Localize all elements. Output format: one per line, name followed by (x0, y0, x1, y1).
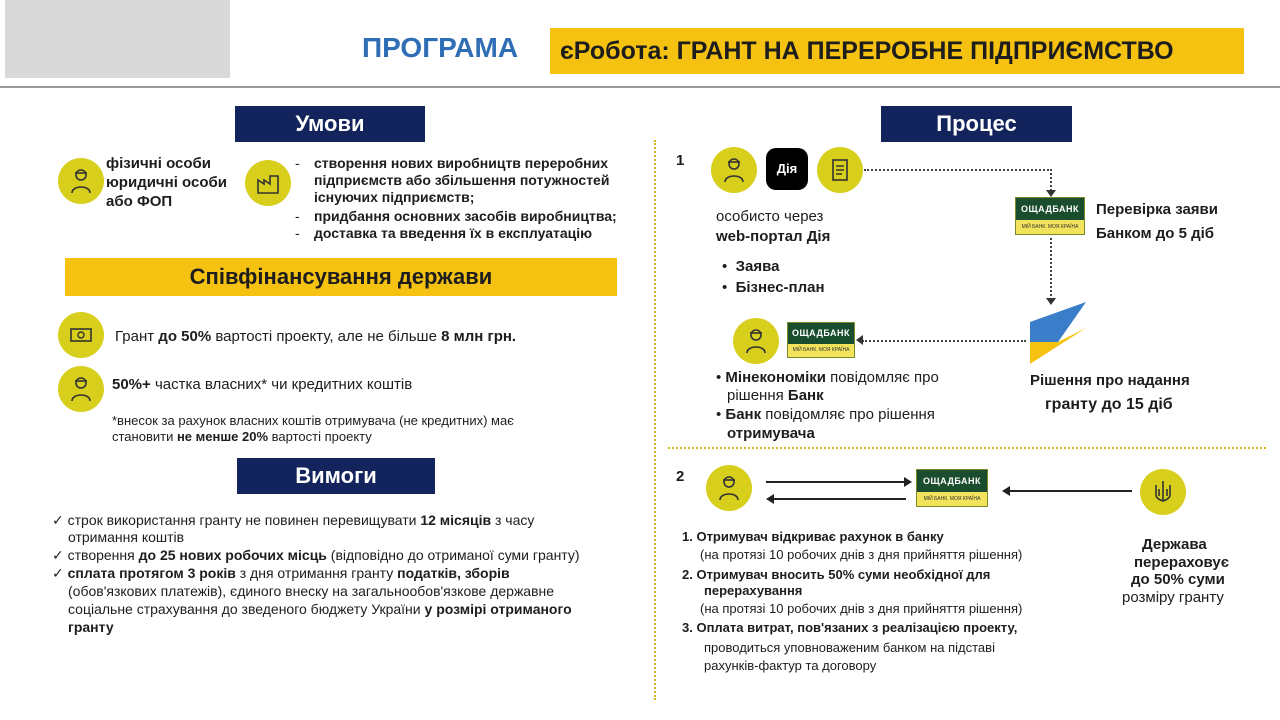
decision-line-1: Рішення про надання (1030, 372, 1190, 389)
step2-item-2-note: (на протязі 10 робочих днів з дня прийняття рішення) (700, 601, 1023, 616)
doc-item-1: • Заява (722, 258, 780, 275)
purpose-3: доставка та введення їх в експлуатацію (314, 225, 593, 241)
step2-item-1-note: (на протязі 10 робочих днів з дня прийняття рішення) (700, 547, 1023, 562)
check-line-2: Банком до 5 діб (1096, 225, 1215, 242)
person-icon (58, 158, 104, 204)
requirement-3-l2: (обов'язкових платежів), єдиного внеску на загальнообов'язкове державне (68, 583, 555, 599)
requirement-2: ✓ створення до 25 нових робочих місць (відповідно до отриманої суми гранту) (52, 547, 580, 563)
flow-line (1050, 169, 1052, 191)
purpose-dash-3: - (295, 225, 300, 241)
apply-line-1: особисто через (716, 208, 824, 225)
logo-placeholder (5, 0, 230, 78)
arrow-left-icon (1002, 486, 1010, 496)
purpose-dash-2: - (295, 208, 300, 224)
diia-logo: Дія (766, 148, 808, 190)
person-icon (711, 147, 757, 193)
person-icon (706, 465, 752, 511)
arrow-left-line (774, 498, 906, 500)
arrow-right-icon (904, 477, 912, 487)
requirement-3-l4: гранту (68, 619, 114, 635)
money-icon (58, 312, 104, 358)
requirements-heading: Вимоги (237, 458, 435, 494)
conditions-heading: Умови (235, 106, 425, 142)
state-line-2: перераховує (1134, 554, 1230, 571)
step2-item-1: 1. Отримувач відкриває рахунок в банку (682, 529, 944, 544)
notify-2: • Банк повідомляє про рішення (716, 406, 935, 423)
note-line-2: становити не менше 20% вартості проекту (112, 429, 372, 444)
note-line-1: *внесок за рахунок власних коштів отримувача (не кредитних) має (112, 413, 514, 428)
arrow-down-icon (1046, 190, 1056, 197)
ministry-logo (1028, 302, 1088, 364)
process-divider (668, 447, 1266, 449)
page-title: єРобота: ГРАНТ НА ПЕРЕРОБНЕ ПІДПРИЄМСТВО (550, 28, 1244, 74)
doc-item-2: • Бізнес-план (722, 279, 825, 296)
notify-1: • Мінекономіки повідомляє про (716, 369, 939, 386)
step2-item-3-l3: рахунків-фактур та договору (704, 658, 877, 673)
process-heading: Процес (881, 106, 1072, 142)
step-1-number: 1 (676, 152, 685, 169)
step-2-number: 2 (676, 468, 685, 485)
notify-1-l2: рішення Банк (727, 387, 824, 404)
arrow-right-line (766, 481, 906, 483)
requirement-3: ✓ сплата протягом 3 років з дня отримання гранту податків, зборів (52, 565, 510, 581)
document-icon (817, 147, 863, 193)
state-line-3: до 50% суми (1131, 571, 1225, 588)
flow-line (862, 340, 1026, 342)
header-divider (0, 86, 1280, 88)
purpose-1-l3: існуючих підприємств; (314, 189, 475, 205)
arrow-left-line (1010, 490, 1132, 492)
apply-line-2: web-портал Дія (716, 228, 831, 245)
applicant-line-1: фізичні особи (106, 155, 212, 172)
purpose-1-l1: створення нових виробництв переробних (314, 155, 608, 171)
step2-item-3: 3. Оплата витрат, пов'язаних з реалізацією проекту, (682, 620, 1018, 635)
applicant-line-2: юридичні особи (106, 174, 227, 191)
check-line-1: Перевірка заяви (1096, 201, 1218, 218)
own-share: 50%+ частка власних* чи кредитних коштів (112, 376, 413, 393)
bank-logo: ОЩАДБАНК МІЙ БАНК. МОЯ КРАЇНА (1015, 197, 1085, 235)
bank-logo: ОЩАДБАНК МІЙ БАНК. МОЯ КРАЇНА (916, 469, 988, 507)
trident-icon (1140, 469, 1186, 515)
person-icon (58, 366, 104, 412)
state-line-1: Держава (1142, 536, 1207, 553)
arrow-left-icon (766, 494, 774, 504)
purpose-1-l2: підприємств або збільшення потужностей (314, 172, 610, 188)
applicant-line-3: або ФОП (106, 193, 173, 210)
arrow-left-icon (856, 335, 863, 345)
state-line-4: розміру гранту (1122, 589, 1224, 606)
bank-logo: ОЩАДБАНК МІЙ БАНК. МОЯ КРАЇНА (787, 322, 855, 358)
person-icon (733, 318, 779, 364)
purpose-2: придбання основних засобів виробництва; (314, 208, 617, 224)
grant-amount: Грант до 50% вартості проекту, але не більше 8 млн грн. (115, 328, 517, 345)
step2-item-2: 2. Отримувач вносить 50% суми необхідної для (682, 567, 991, 582)
step2-item-3-l2: проводиться уповноваженим банком на підставі (704, 640, 995, 655)
requirement-1: ✓ строк використання гранту не повинен перевищувати 12 місяців з часу (52, 512, 535, 528)
cofinancing-heading: Співфінансування держави (65, 258, 617, 296)
flow-line (1050, 238, 1052, 300)
flow-line (864, 169, 1052, 171)
requirement-1-l2: отримання коштів (68, 529, 185, 545)
decision-line-2: гранту до 15 діб (1045, 396, 1173, 413)
factory-icon (245, 160, 291, 206)
program-label: ПРОГРАМА (362, 32, 519, 63)
notify-2-l2: отримувача (727, 425, 815, 442)
column-divider (654, 140, 656, 700)
step2-item-2-l2: перерахування (704, 583, 803, 598)
requirement-3-l3: соціальне страхування до зведеного бюджету України у розмірі отриманого (68, 601, 572, 617)
purpose-dash-1: - (295, 155, 300, 171)
